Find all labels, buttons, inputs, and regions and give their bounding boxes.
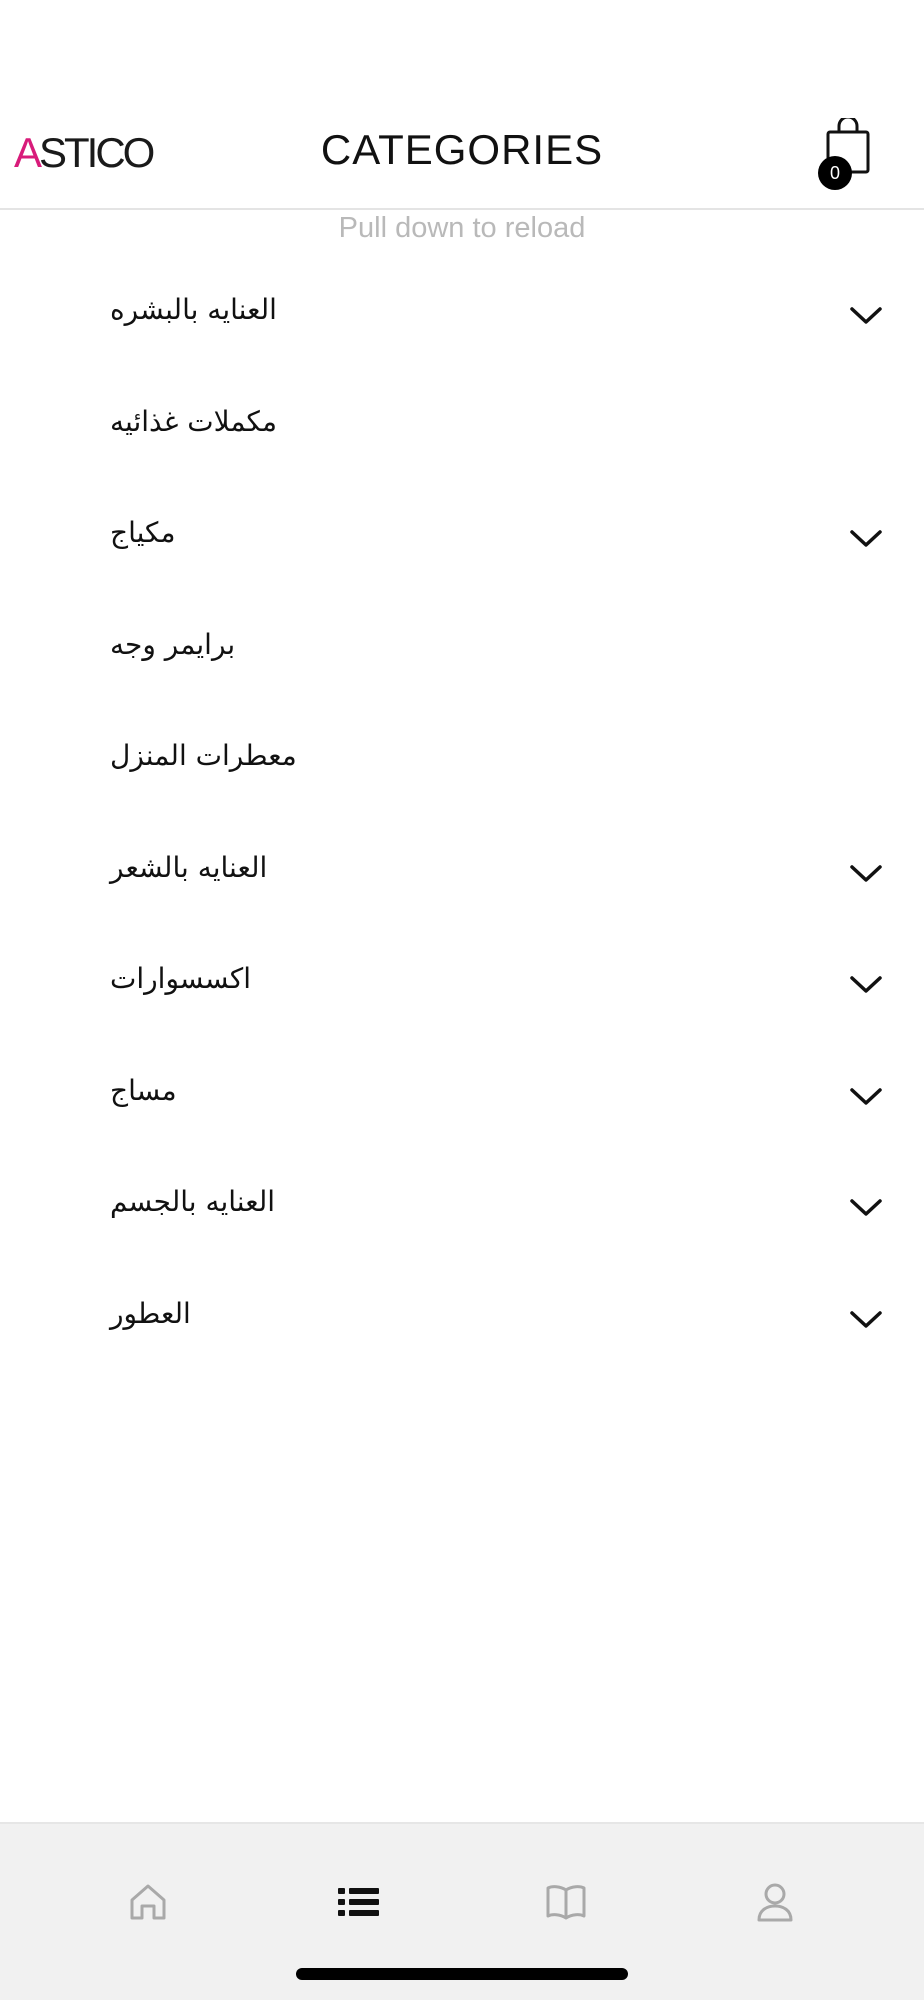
home-indicator (296, 1968, 628, 1980)
category-item[interactable] (0, 711, 924, 823)
category-item[interactable] (0, 488, 924, 600)
category-label: العنايه بالبشره (110, 293, 277, 326)
page-title: CATEGORIES (320, 126, 604, 173)
category-label: مساج (110, 1073, 177, 1107)
home-icon (118, 1872, 178, 1932)
cart-count-badge: 0 (818, 156, 852, 190)
tab-profile[interactable] (745, 1872, 805, 1932)
book-icon (536, 1872, 596, 1932)
category-label: العنايه بالشعر (110, 850, 268, 884)
category-label: معطرات المنزل (110, 739, 297, 772)
category-item[interactable] (0, 1046, 924, 1158)
pull-to-reload-hint: Pull down to reload (338, 212, 586, 244)
chevron-down-icon[interactable] (848, 305, 884, 327)
category-item[interactable] (0, 934, 924, 1046)
category-label: مكملات غذائيه (110, 404, 277, 438)
category-label: برايمر وجه (110, 627, 236, 661)
category-item[interactable] (0, 1269, 924, 1381)
tab-book[interactable] (536, 1872, 596, 1932)
category-item[interactable] (0, 377, 924, 489)
chevron-down-icon[interactable] (848, 1197, 884, 1219)
profile-icon (745, 1872, 805, 1932)
list-icon (328, 1872, 388, 1932)
chevron-down-icon[interactable] (848, 1309, 884, 1331)
category-label: العطور (110, 1296, 191, 1330)
chevron-down-icon[interactable] (848, 528, 884, 550)
tab-categories[interactable] (328, 1872, 388, 1932)
chevron-down-icon[interactable] (848, 863, 884, 885)
category-item[interactable] (0, 823, 924, 935)
category-label: العنايه بالجسم (110, 1185, 276, 1218)
app-header (0, 0, 924, 210)
chevron-down-icon[interactable] (848, 974, 884, 996)
category-item[interactable] (0, 1157, 924, 1269)
category-list (0, 265, 924, 1380)
tab-home[interactable] (118, 1872, 178, 1932)
category-item[interactable] (0, 265, 924, 377)
logo-accent-letter: A (14, 129, 40, 176)
category-label: مكياج (110, 516, 176, 549)
logo-text: STICO (39, 129, 153, 176)
category-item[interactable] (0, 600, 924, 712)
chevron-down-icon[interactable] (848, 1086, 884, 1108)
category-label: اكسسوارات (110, 962, 251, 995)
cart-button[interactable] (812, 118, 882, 194)
